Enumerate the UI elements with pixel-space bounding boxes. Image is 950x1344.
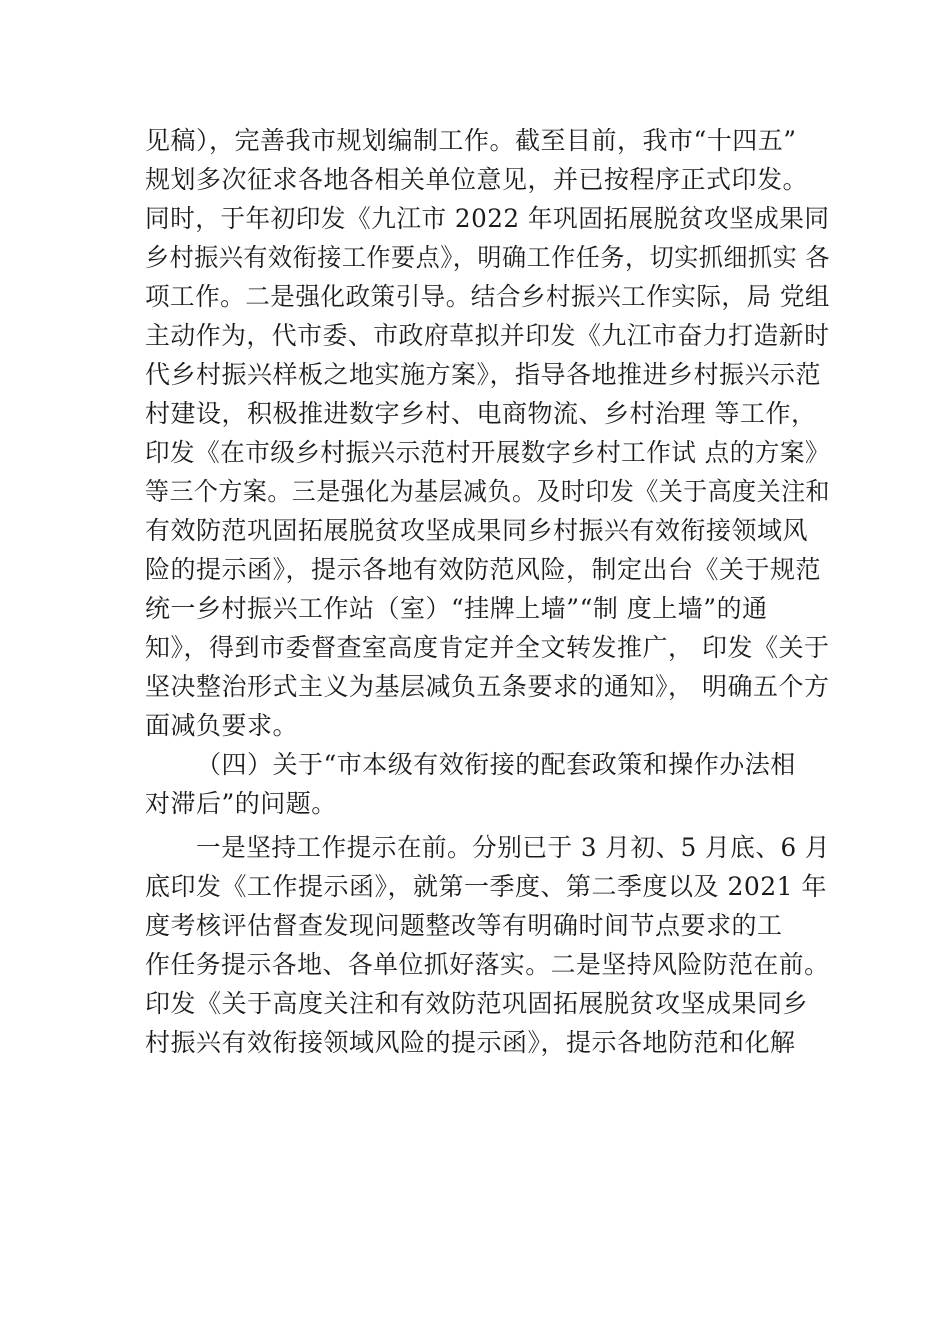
text-line: 作任务提示各地、各单位抓好落实。二是坚持风险防范在前。	[145, 950, 830, 979]
text-line: 村建设，积极推进数字乡村、电商物流、乡村治理 等工作，	[145, 399, 817, 428]
text-line: 印发《在市级乡村振兴示范村开展数字乡村工作试 点的方案》	[145, 438, 830, 467]
text-line: 项工作。二是强化政策引导。结合乡村振兴工作实际，局 党组	[145, 282, 830, 311]
text-line: 代乡村振兴样板之地实施方案》，指导各地推进乡村振兴示范	[145, 360, 822, 389]
text-line: 村振兴有效衔接领域风险的提示函》，提示各地防范和化解	[145, 1028, 796, 1057]
text-line: 印发《关于高度关注和有效防范巩固拓展脱贫攻坚成果同乡	[145, 989, 809, 1018]
text-line: 见稿），完善我市规划编制工作。截至目前，我市“十四五”	[145, 126, 797, 155]
text-line: 规划多次征求各地各相关单位意见，并已按程序正式印发。	[145, 165, 809, 194]
text-line: 一是坚持工作提示在前。分别已于 3 月初、5 月底、6 月	[196, 833, 831, 862]
text-line: 主动作为，代市委、市政府草拟并印发《九江市奋力打造新时	[145, 321, 830, 350]
text-line: 统一乡村振兴工作站（室）“挂牌上墙”“制 度上墙”的通	[145, 594, 768, 623]
section-heading: （四）关于“市本级有效衔接的配套政策和操作办法相	[196, 750, 796, 779]
text-line: 底印发《工作提示函》，就第一季度、第二季度以及 2021 年	[145, 872, 828, 901]
text-line: 面减负要求。	[145, 711, 299, 740]
text-line: 等三个方案。三是强化为基层减负。及时印发《关于高度关注和	[145, 477, 831, 506]
text-line: 知》，得到市委督查室高度肯定并全文转发推广， 印发《关于	[145, 633, 830, 662]
section-heading: 对滞后”的问题。	[145, 789, 337, 818]
text-line: 险的提示函》，提示各地有效防范风险，制定出台《关于规范	[145, 555, 822, 584]
text-line: 有效防范巩固拓展脱贫攻坚成果同乡村振兴有效衔接领域风	[145, 516, 809, 545]
text-line: 坚决整治形式主义为基层减负五条要求的通知》， 明确五个方	[145, 672, 830, 701]
text-line: 度考核评估督查发现问题整改等有明确时间节点要求的工	[145, 911, 783, 940]
text-line: 乡村振兴有效衔接工作要点》，明确工作任务，切实抓细抓实 各	[145, 243, 830, 272]
text-line: 同时，于年初印发《九江市 2022 年巩固拓展脱贫攻坚成果同	[145, 204, 830, 233]
